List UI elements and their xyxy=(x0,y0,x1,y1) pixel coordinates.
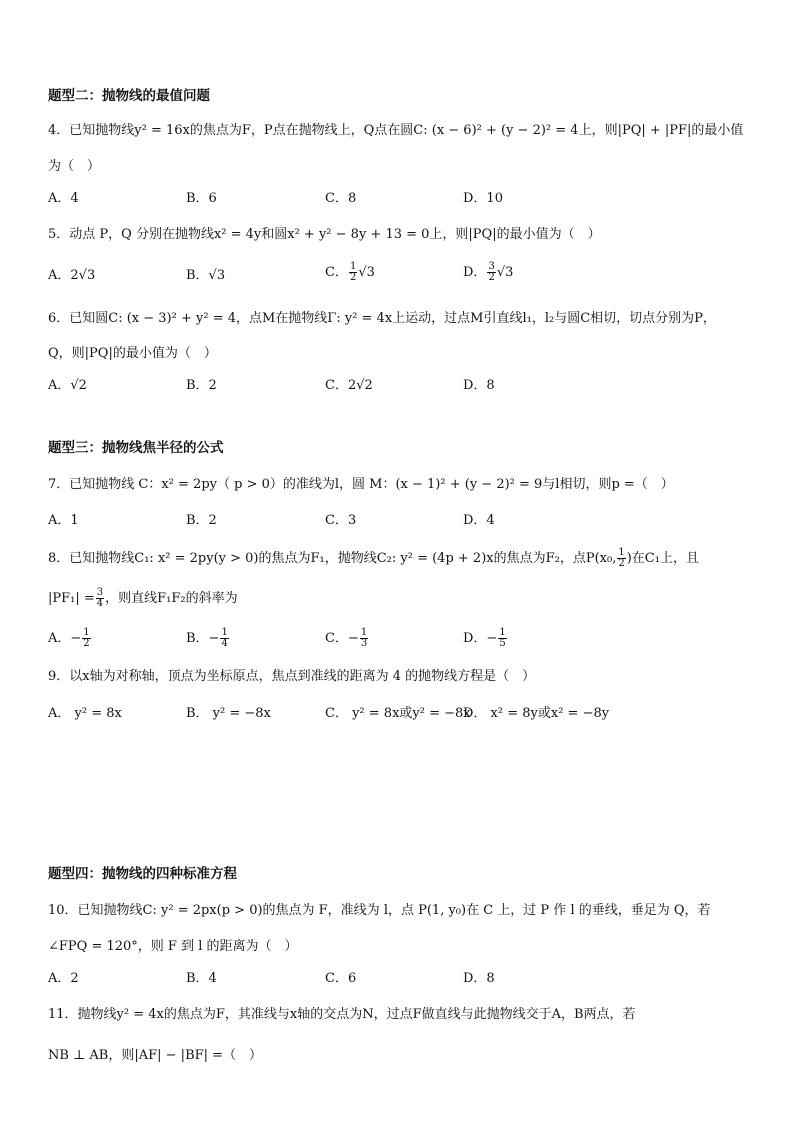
section-heading-4: 题型四：抛物线的四种标准方程 xyxy=(48,866,237,882)
question-10-line1: 10．已知抛物线C: y² = 2px(p > 0)的焦点为 F，准线为 l，点 P(1, y₀)在 C 上，过 P 作 l 的垂线，垂足为 Q，若 xyxy=(48,903,711,918)
q5-option-a[interactable]: A．2√3 xyxy=(48,268,96,283)
question-8-line2: |PF₁| = $\frac{3}{4}$ ，则直线F₁F₂的斜率为 xyxy=(48,587,238,609)
question-5-line1: 5．动点 P，Q 分别在抛物线x² = 4y和圆x² + y² − 8y + 13 = 0上，则|PQ|的最小值为（ ） xyxy=(48,227,601,242)
fraction: $\frac{1}{2}$ xyxy=(618,547,625,569)
q4-option-a[interactable]: A．4 xyxy=(48,191,79,206)
q7-option-d[interactable]: D．4 xyxy=(463,513,495,528)
q9-option-c[interactable]: C． y² = 8x或y² = −8x xyxy=(325,706,471,721)
q8-option-c[interactable]: C．− $\frac{1}{3}$ xyxy=(325,627,368,649)
q4-option-d[interactable]: D．10 xyxy=(463,191,503,206)
q5-option-c[interactable]: C． $\frac{1}{2}$ √3 xyxy=(325,261,375,283)
q6-option-d[interactable]: D．8 xyxy=(463,378,495,393)
question-10-line2: ∠FPQ = 120°，则 F 到 l 的距离为（ ） xyxy=(48,939,298,954)
q10-option-b[interactable]: B．4 xyxy=(186,971,217,986)
question-7-line1: 7．已知抛物线 C：x² = 2py（ p > 0）的准线为l，圆 M：(x − 1)² + (y − 2)² = 9与l相切，则p =（ ） xyxy=(48,477,674,492)
q9-option-b[interactable]: B． y² = −8x xyxy=(186,706,271,721)
q8-option-a[interactable]: A．− $\frac{1}{2}$ xyxy=(48,627,90,649)
q5-option-c-label: C． xyxy=(325,265,348,280)
q10-option-c[interactable]: C．6 xyxy=(325,971,357,986)
q7-option-b[interactable]: B．2 xyxy=(186,513,217,528)
q9-option-a[interactable]: A． y² = 8x xyxy=(48,706,122,721)
section-heading-3: 题型三：抛物线焦半径的公式 xyxy=(48,440,224,456)
fraction: $\frac{3}{4}$ xyxy=(96,587,104,609)
q10-option-a[interactable]: A．2 xyxy=(48,971,79,986)
q7-option-c[interactable]: C．3 xyxy=(325,513,357,528)
question-8-line1: 8．已知抛物线C₁: x² = 2py(y > 0)的焦点为F₁，抛物线C₂: y² = (4p + 2)x的焦点为F₂，点P(x₀, $\frac{1}{2}$ )在C₁上，且 xyxy=(48,547,699,569)
q8-option-b[interactable]: B．− $\frac{1}{4}$ xyxy=(186,627,228,649)
question-4-line1: 4．已知抛物线y² = 16x的焦点为F，P点在抛物线上，Q点在圆C: (x − 6)² + (y − 2)² = 4上，则|PQ| + |PF|的最小值 xyxy=(48,123,744,138)
question-11-line2: NB ⊥ AB，则|AF| − |BF| =（ ） xyxy=(48,1048,263,1063)
q6-option-a[interactable]: A．√2 xyxy=(48,378,87,393)
q5-option-d[interactable]: D． $\frac{3}{2}$ √3 xyxy=(463,261,514,283)
q4-option-b[interactable]: B．6 xyxy=(186,191,217,206)
question-11-line1: 11．抛物线y² = 4x的焦点为F，其准线与x轴的交点为N，过点F做直线与此抛物线交于A，B两点，若 xyxy=(48,1007,636,1022)
q9-option-d[interactable]: D． x² = 8y或x² = −8y xyxy=(463,706,610,721)
q6-option-b[interactable]: B．2 xyxy=(186,378,217,393)
q5-option-d-label: D． xyxy=(463,265,487,280)
q8-option-d[interactable]: D．− $\frac{1}{5}$ xyxy=(463,627,506,649)
section-heading-2: 题型二：抛物线的最值问题 xyxy=(48,88,210,104)
question-6-line1: 6．已知圆C: (x − 3)² + y² = 4，点M在抛物线Γ: y² = 4x上运动，过点M引直线l₁，l₂与圆C相切，切点分别为P， xyxy=(48,311,716,326)
question-6-line2: Q，则|PQ|的最小值为（ ） xyxy=(48,346,217,361)
fraction: $\frac{3}{2}$ xyxy=(488,261,495,283)
q7-option-a[interactable]: A．1 xyxy=(48,513,79,528)
fraction: $\frac{1}{3}$ xyxy=(360,627,368,649)
question-9-line1: 9．以x轴为对称轴，顶点为坐标原点，焦点到准线的距离为 4 的抛物线方程是（ ） xyxy=(48,669,536,684)
q6-option-c[interactable]: C．2√2 xyxy=(325,378,373,393)
fraction: $\frac{1}{2}$ xyxy=(83,627,90,649)
q4-option-c[interactable]: C．8 xyxy=(325,191,357,206)
q10-option-d[interactable]: D．8 xyxy=(463,971,495,986)
fraction: $\frac{1}{5}$ xyxy=(499,627,506,649)
fraction: $\frac{1}{4}$ xyxy=(221,627,228,649)
fraction: $\frac{1}{2}$ xyxy=(349,261,357,283)
q5-option-b[interactable]: B．√3 xyxy=(186,268,226,283)
question-4-line2: 为（ ） xyxy=(48,159,101,174)
